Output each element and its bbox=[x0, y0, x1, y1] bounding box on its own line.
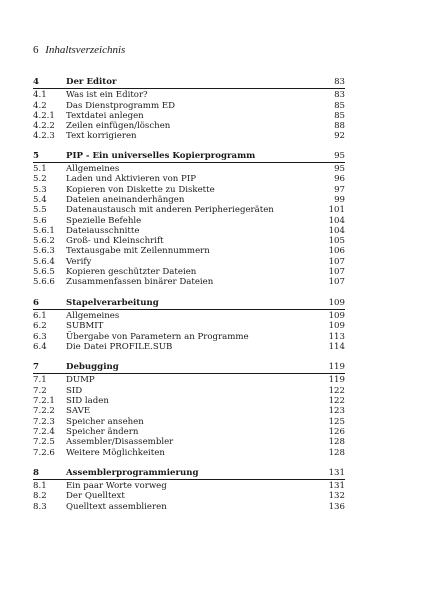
entry-title: Text korrigieren bbox=[66, 131, 137, 142]
entry-number: 5.6 bbox=[33, 215, 47, 226]
toc-entry bbox=[33, 448, 345, 458]
entry-page: 85 bbox=[334, 110, 345, 121]
chapter-page: 95 bbox=[334, 150, 345, 161]
toc-entry bbox=[33, 174, 345, 184]
entry-page: 125 bbox=[328, 416, 345, 427]
entry-number: 8.2 bbox=[33, 491, 47, 502]
entry-title: Was ist ein Editor? bbox=[66, 90, 148, 101]
chapter-number: 4 bbox=[33, 77, 39, 87]
toc-entry bbox=[33, 321, 345, 331]
entry-number: 7.2.5 bbox=[33, 437, 55, 448]
toc-entry bbox=[33, 396, 345, 406]
entry-title: Verify bbox=[66, 256, 92, 267]
entry-page: 119 bbox=[328, 375, 345, 386]
toc-entry bbox=[33, 257, 345, 267]
toc-section bbox=[33, 77, 345, 142]
entry-page: 131 bbox=[328, 481, 345, 492]
entry-title: Datenaustausch mit anderen Peripheriegeräten bbox=[66, 205, 274, 216]
toc-entry bbox=[33, 131, 345, 141]
entry-page: 96 bbox=[334, 174, 345, 185]
chapter-page: 131 bbox=[328, 467, 345, 478]
entry-title: Quelltext assemblieren bbox=[66, 501, 167, 512]
entry-title: Dateien aneinanderhängen bbox=[66, 194, 185, 205]
chapter-rule bbox=[33, 162, 345, 163]
entry-number: 5.3 bbox=[33, 184, 47, 195]
entry-page: 107 bbox=[328, 277, 345, 288]
toc-entry bbox=[33, 267, 345, 277]
entry-title: Zusammenfassen binärer Dateien bbox=[66, 277, 214, 288]
chapter-number: 5 bbox=[33, 150, 39, 161]
entry-title: DUMP bbox=[66, 375, 95, 386]
chapter-rule bbox=[33, 479, 345, 480]
chapter-rule bbox=[33, 309, 345, 310]
toc-entry bbox=[33, 101, 345, 111]
entry-number: 4.2 bbox=[33, 100, 47, 111]
entry-number: 8.1 bbox=[33, 481, 47, 492]
chapter-title: Assemblerprogrammierung bbox=[66, 467, 199, 478]
toc-entry bbox=[33, 342, 345, 352]
entry-number: 5.6.6 bbox=[33, 277, 55, 288]
running-head-title: Inhaltsverzeichnis bbox=[45, 44, 126, 56]
entry-page: 109 bbox=[328, 310, 345, 321]
toc-entry bbox=[33, 236, 345, 246]
entry-number: 4.1 bbox=[33, 90, 47, 101]
entry-page: 101 bbox=[328, 205, 345, 216]
toc-entry bbox=[33, 417, 345, 427]
chapter-number: 8 bbox=[33, 467, 39, 478]
entry-number: 7.2.2 bbox=[33, 406, 55, 417]
entry-page: 105 bbox=[328, 236, 345, 247]
toc-entry bbox=[33, 216, 345, 226]
entry-number: 7.1 bbox=[33, 375, 47, 386]
entry-title: Kopieren geschützter Dateien bbox=[66, 267, 197, 278]
toc-entry bbox=[33, 332, 345, 342]
toc-entry bbox=[33, 386, 345, 396]
chapter-title: Stapelverarbeitung bbox=[66, 297, 159, 308]
entry-title: Zeilen einfügen/löschen bbox=[66, 121, 171, 132]
toc-entry bbox=[33, 164, 345, 174]
entry-number: 7.2.1 bbox=[33, 396, 55, 407]
entry-page: 83 bbox=[334, 90, 345, 101]
entry-title: Weitere Möglichkeiten bbox=[66, 447, 165, 458]
toc-entry bbox=[33, 502, 345, 512]
toc-section bbox=[33, 151, 345, 288]
toc-entry bbox=[33, 311, 345, 321]
entry-page: 132 bbox=[328, 491, 345, 502]
chapter-number: 6 bbox=[33, 297, 39, 308]
chapter-page: 119 bbox=[328, 362, 345, 373]
entry-page: 136 bbox=[328, 501, 345, 512]
entry-page: 107 bbox=[328, 256, 345, 267]
toc-chapter-heading bbox=[33, 298, 345, 308]
entry-number: 6.1 bbox=[33, 310, 47, 321]
entry-number: 5.2 bbox=[33, 174, 47, 185]
entry-page: 104 bbox=[328, 225, 345, 236]
entry-page: 114 bbox=[328, 341, 345, 352]
entry-title: Assembler/Disassembler bbox=[66, 437, 174, 448]
toc-section bbox=[33, 468, 345, 512]
entry-page: 122 bbox=[328, 396, 345, 407]
table-of-contents bbox=[33, 77, 345, 522]
toc-entry bbox=[33, 481, 345, 491]
entry-page: 123 bbox=[328, 406, 345, 417]
entry-number: 5.4 bbox=[33, 194, 47, 205]
toc-entry bbox=[33, 427, 345, 437]
toc-entry bbox=[33, 277, 345, 287]
toc-entry bbox=[33, 246, 345, 256]
entry-page: 85 bbox=[334, 100, 345, 111]
entry-number: 7.2.3 bbox=[33, 416, 55, 427]
entry-title: Spezielle Befehle bbox=[66, 215, 142, 226]
entry-page: 99 bbox=[334, 194, 345, 205]
toc-entry bbox=[33, 375, 345, 385]
entry-title: Allgemeines bbox=[66, 310, 120, 321]
entry-number: 5.1 bbox=[33, 164, 47, 175]
toc-chapter-heading bbox=[33, 362, 345, 372]
entry-title: Das Dienstprogramm ED bbox=[66, 100, 175, 111]
entry-number: 8.3 bbox=[33, 501, 47, 512]
toc-chapter-heading bbox=[33, 468, 345, 478]
entry-page: 88 bbox=[334, 121, 345, 132]
entry-title: Dateiausschnitte bbox=[66, 225, 140, 236]
toc-entry bbox=[33, 406, 345, 416]
chapter-title: PIP - Ein universelles Kopierprogramm bbox=[66, 150, 256, 161]
entry-number: 7.2.4 bbox=[33, 426, 55, 437]
toc-chapter-heading bbox=[33, 151, 345, 161]
chapter-rule bbox=[33, 373, 345, 374]
entry-title: Kopieren von Diskette zu Diskette bbox=[66, 184, 215, 195]
entry-title: Textausgabe mit Zeilennummern bbox=[66, 246, 210, 257]
toc-chapter-heading bbox=[33, 77, 345, 87]
toc-section bbox=[33, 362, 345, 458]
entry-page: 109 bbox=[328, 321, 345, 332]
entry-title: Laden und Aktivieren von PIP bbox=[66, 174, 197, 185]
entry-page: 128 bbox=[328, 437, 345, 448]
entry-page: 113 bbox=[328, 331, 345, 342]
entry-page: 107 bbox=[328, 267, 345, 278]
entry-title: SID bbox=[66, 385, 83, 396]
toc-entry bbox=[33, 491, 345, 501]
entry-page: 95 bbox=[334, 164, 345, 175]
entry-number: 7.2 bbox=[33, 385, 47, 396]
entry-title: Allgemeines bbox=[66, 164, 120, 175]
chapter-rule bbox=[33, 88, 345, 89]
chapter-page: 83 bbox=[334, 77, 345, 87]
running-head bbox=[33, 44, 125, 56]
entry-number: 5.5 bbox=[33, 205, 47, 216]
toc-entry bbox=[33, 437, 345, 447]
toc-section bbox=[33, 298, 345, 352]
entry-title: Groß- und Kleinschrift bbox=[66, 236, 164, 247]
chapter-title: Der Editor bbox=[66, 77, 117, 87]
entry-title: Speicher ändern bbox=[66, 426, 139, 437]
entry-title: Die Datei PROFILE.SUB bbox=[66, 341, 173, 352]
entry-page: 126 bbox=[328, 426, 345, 437]
toc-entry bbox=[33, 195, 345, 205]
entry-title: SID laden bbox=[66, 396, 109, 407]
entry-number: 4.2.1 bbox=[33, 110, 55, 121]
chapter-page: 109 bbox=[328, 297, 345, 308]
entry-page: 92 bbox=[334, 131, 345, 142]
entry-title: Übergabe von Parametern an Programme bbox=[66, 331, 249, 342]
entry-title: SAVE bbox=[66, 406, 91, 417]
page-number: 6 bbox=[33, 44, 39, 56]
entry-number: 5.6.4 bbox=[33, 256, 55, 267]
entry-number: 6.3 bbox=[33, 331, 47, 342]
entry-page: 106 bbox=[328, 246, 345, 257]
entry-title: Speicher ansehen bbox=[66, 416, 144, 427]
entry-title: Ein paar Worte vorweg bbox=[66, 481, 167, 492]
entry-number: 7.2.6 bbox=[33, 447, 55, 458]
toc-entry bbox=[33, 185, 345, 195]
entry-title: SUBMIT bbox=[66, 321, 104, 332]
entry-title: Der Quelltext bbox=[66, 491, 125, 502]
entry-page: 122 bbox=[328, 385, 345, 396]
entry-number: 4.2.2 bbox=[33, 121, 55, 132]
entry-number: 5.6.5 bbox=[33, 267, 55, 278]
chapter-number: 7 bbox=[33, 362, 39, 373]
entry-number: 5.6.1 bbox=[33, 225, 55, 236]
entry-number: 6.2 bbox=[33, 321, 47, 332]
entry-page: 128 bbox=[328, 447, 345, 458]
entry-title: Textdatei anlegen bbox=[66, 110, 144, 121]
toc-entry bbox=[33, 90, 345, 100]
entry-page: 97 bbox=[334, 184, 345, 195]
entry-number: 4.2.3 bbox=[33, 131, 55, 142]
toc-entry bbox=[33, 205, 345, 215]
chapter-title: Debugging bbox=[66, 362, 119, 373]
entry-number: 6.4 bbox=[33, 341, 47, 352]
toc-entry bbox=[33, 111, 345, 121]
toc-entry bbox=[33, 226, 345, 236]
entry-number: 5.6.2 bbox=[33, 236, 55, 247]
toc-entry bbox=[33, 121, 345, 131]
entry-number: 5.6.3 bbox=[33, 246, 55, 257]
entry-page: 104 bbox=[328, 215, 345, 226]
